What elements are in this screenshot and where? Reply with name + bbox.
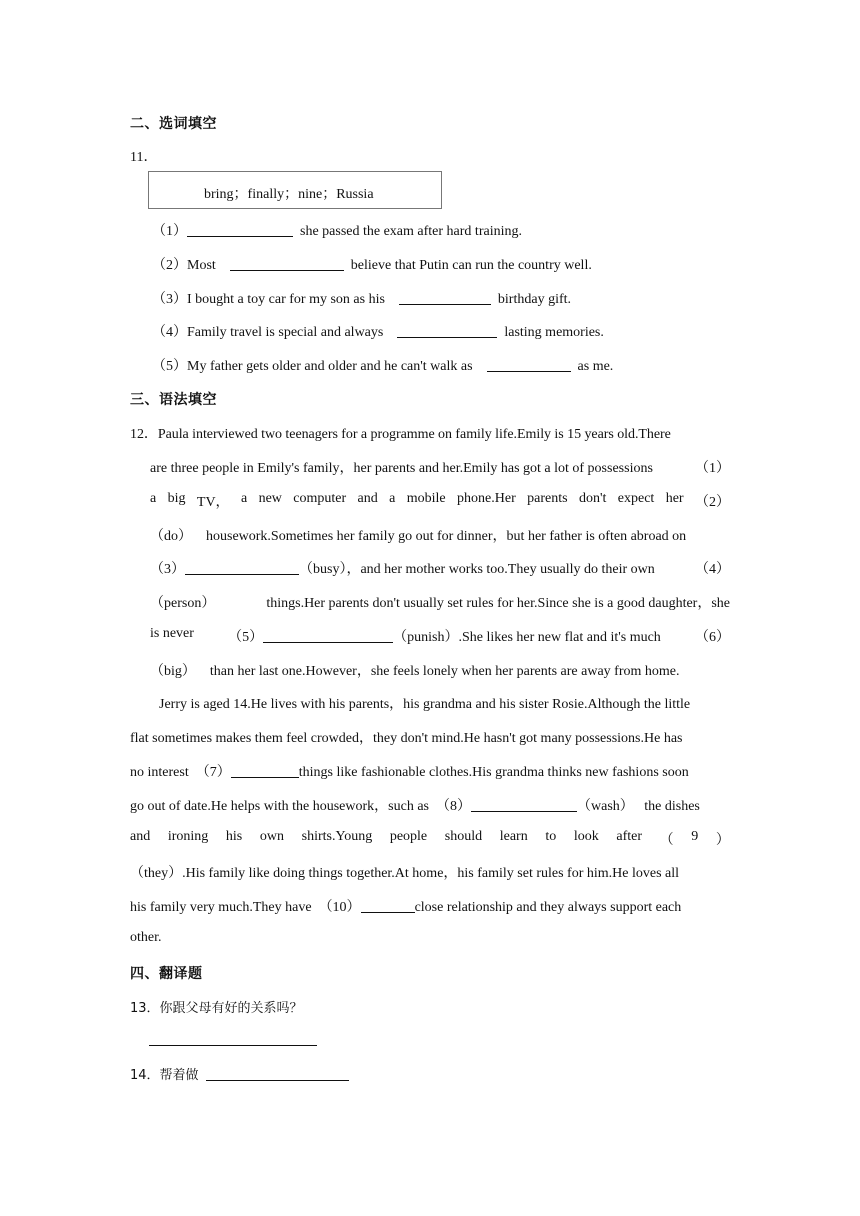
passage-text: the dishes: [644, 799, 700, 814]
hint-word: （they）: [130, 866, 183, 881]
passage-text: no interest: [130, 765, 189, 780]
hint-word: （do）: [150, 529, 192, 544]
passage-word: TV，: [196, 495, 230, 510]
section-title-grammar-fill: 三、语法填空: [130, 392, 217, 408]
item-number: （4）: [152, 325, 187, 340]
q11-item-2: [152, 254, 592, 274]
answer-blank[interactable]: [361, 898, 415, 913]
passage-word: his: [225, 829, 243, 844]
word-bank-box: [148, 171, 442, 209]
item-text: as me.: [577, 359, 614, 374]
answer-blank[interactable]: [187, 222, 293, 237]
blank-number-6: （6）: [694, 630, 730, 645]
q12-line-11: [130, 761, 689, 781]
question-14-text: [130, 1064, 349, 1084]
passage-word: to: [545, 829, 557, 844]
question-text: 13．你跟父母有好的关系吗？: [130, 1001, 303, 1016]
answer-blank[interactable]: [185, 560, 299, 575]
blank-number-9: 9: [691, 829, 699, 844]
blank-number-5: （5）: [228, 630, 264, 645]
passage-word: big: [167, 491, 186, 506]
passage-word: shirts.Young: [301, 829, 373, 844]
item-text: lasting memories.: [504, 325, 604, 340]
passage-text: than her last one.However，she feels lonely when her parents are away from home.: [209, 664, 680, 679]
q12-line-9: Jerry is aged 14.He lives with his parents，his grandma and his sister Rosie.Although the little: [159, 697, 691, 712]
passage-text: close relationship and they always support each: [414, 900, 682, 915]
answer-blank[interactable]: [399, 290, 491, 305]
passage-text: housework.Sometimes her family go out for dinner，but her father is often abroad on: [206, 529, 687, 544]
answer-blank[interactable]: [231, 763, 299, 778]
q12-line-13: [130, 829, 730, 849]
q12-line-6: [150, 592, 730, 612]
q12-line-10: flat sometimes makes them feel crowded，they don't mind.He hasn't got many possessions.He has: [130, 731, 683, 746]
item-text: Family travel is special and always: [187, 325, 384, 340]
q11-item-4: [152, 321, 604, 341]
passage-word: ironing: [167, 829, 209, 844]
blank-number-2: （2）: [694, 495, 730, 510]
answer-blank[interactable]: [263, 628, 393, 643]
item-number: （1）: [152, 224, 187, 239]
passage-word: don't: [578, 491, 607, 506]
item-text: Most: [187, 258, 216, 273]
passage-word: parents: [527, 491, 568, 506]
passage-word: look: [573, 829, 599, 844]
passage-word: her: [665, 491, 684, 506]
word-bank-text: bring；finally；nine；Russia: [204, 187, 374, 202]
item-text: she passed the exam after hard training.: [300, 224, 522, 239]
q12-line-5: [150, 558, 730, 578]
blank-number-10: （10）: [318, 900, 361, 915]
q12-line-3: [150, 491, 730, 511]
passage-word: new: [258, 491, 282, 506]
question-11-number: 11．: [130, 150, 158, 165]
answer-blank[interactable]: [206, 1066, 349, 1081]
blank-number-9-open: （: [659, 833, 674, 848]
q12-line-2: [150, 457, 730, 477]
passage-word: people: [389, 829, 428, 844]
q12-line-8: [150, 660, 680, 680]
passage-text: （busy），and her mother works too.They usually do their own: [299, 562, 655, 577]
q12-line-14: [130, 862, 679, 882]
passage-word: a: [150, 491, 157, 506]
hint-word: （person）: [150, 596, 216, 611]
passage-word: and: [130, 829, 151, 844]
q11-item-5: [152, 355, 613, 375]
answer-blank[interactable]: [397, 323, 497, 338]
passage-word: and: [357, 491, 378, 506]
item-text: birthday gift.: [497, 292, 572, 307]
hint-word: （wash）: [577, 799, 634, 814]
blank-number-8: （8）: [436, 799, 471, 814]
passage-word: own: [259, 829, 285, 844]
passage-text: （punish）.She likes her new flat and it's much: [393, 630, 661, 645]
passage-text: go out of date.He helps with the housework，such as: [130, 799, 429, 814]
passage-text: things like fashionable clothes.His grandma thinks new fashions soon: [298, 765, 689, 780]
hint-word: （big）: [150, 664, 196, 679]
item-number: （2）: [152, 258, 187, 273]
passage-word: computer: [293, 491, 347, 506]
answer-blank[interactable]: [149, 1031, 317, 1046]
question-text: 14．帮着做: [130, 1068, 199, 1083]
q12-line-4: [150, 525, 686, 545]
question-13-text: [130, 997, 303, 1017]
answer-blank[interactable]: [230, 256, 344, 271]
q11-item-3: [152, 288, 571, 308]
answer-blank[interactable]: [471, 797, 577, 812]
passage-text: is never: [150, 626, 194, 641]
q12-line-12: [130, 795, 700, 815]
item-text: believe that Putin can run the country well.: [350, 258, 592, 273]
passage-word: expect: [617, 491, 655, 506]
item-text: My father gets older and older and he can't walk as: [187, 359, 473, 374]
blank-number-1: （1）: [695, 461, 730, 476]
q12-line-1: 12．Paula interviewed two teenagers for a programme on family life.Emily is 15 years old.There: [130, 427, 671, 442]
q12-line-16: other.: [130, 930, 162, 945]
question-13-answer-line: [149, 1031, 317, 1049]
passage-text: things.Her parents don't usually set rules for her.Since she is a good daughter，she: [266, 596, 730, 611]
blank-number-3: （3）: [150, 562, 185, 577]
passage-word: a: [240, 491, 248, 506]
passage-word: mobile: [406, 491, 446, 506]
item-number: （5）: [152, 359, 187, 374]
passage-text: his family very much.They have: [130, 900, 312, 915]
passage-text: are three people in Emily's family，her parents and her.Emily has got a lot of possessions: [150, 461, 653, 476]
passage-text: .His family like doing things together.At home，his family set rules for him.He loves all: [182, 866, 680, 881]
item-number: （3）: [152, 292, 187, 307]
answer-blank[interactable]: [487, 357, 571, 372]
blank-number-9-close: ）: [715, 833, 730, 848]
blank-number-7: （7）: [195, 765, 231, 780]
section-title-translation: 四、翻译题: [130, 966, 203, 982]
section-title-word-choice: 二、选词填空: [130, 116, 217, 132]
q12-line-7: [150, 626, 730, 646]
item-text: I bought a toy car for my son as his: [187, 292, 385, 307]
passage-word: phone.Her: [457, 491, 516, 506]
passage-word: after: [616, 829, 643, 844]
passage-word: learn: [499, 829, 528, 844]
blank-number-4: （4）: [695, 562, 730, 577]
passage-word: a: [389, 491, 396, 506]
q11-item-1: [152, 220, 522, 240]
q12-line-15: [130, 896, 681, 916]
passage-word: should: [444, 829, 483, 844]
